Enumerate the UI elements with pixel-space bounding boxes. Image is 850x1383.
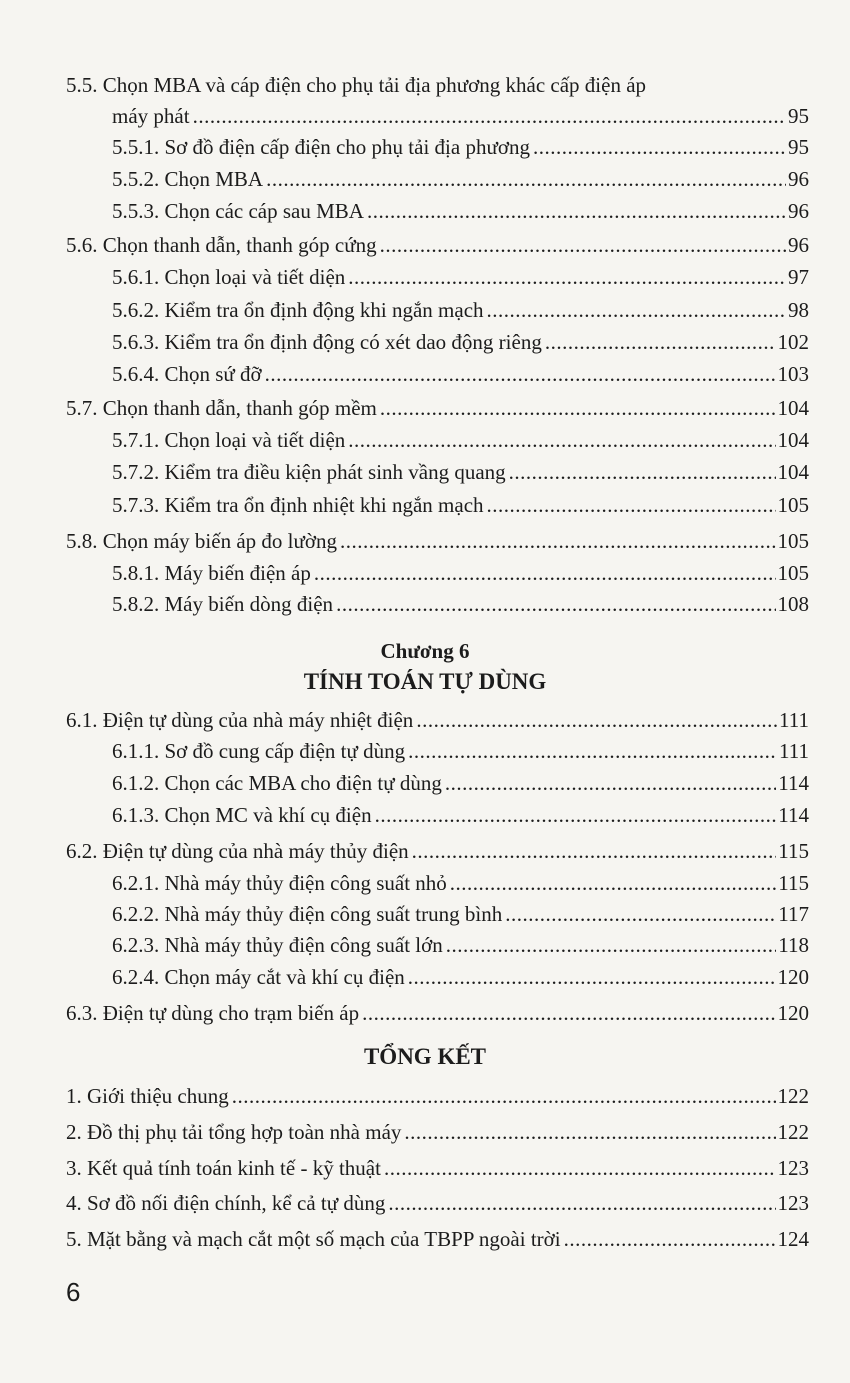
toc-leader-dots	[380, 393, 776, 423]
toc-entry-title: 6.2.3. Nhà máy thủy điện công suất lớn	[112, 933, 443, 957]
toc-page-number: 103	[777, 362, 809, 386]
toc-entry-5-5-line2	[112, 101, 809, 131]
toc-entry-6-2-2	[112, 899, 809, 929]
toc-leader-dots	[505, 899, 776, 929]
toc-page-number: 111	[779, 708, 809, 732]
toc-entry-5-5-3	[112, 196, 809, 226]
toc-page-number: 98	[788, 298, 809, 322]
toc-leader-dots	[564, 1224, 776, 1254]
toc-leader-dots	[450, 868, 776, 898]
toc-page-number: 104	[777, 396, 809, 420]
toc-entry-summary-1	[66, 1081, 809, 1111]
toc-page-number: 96	[788, 233, 809, 257]
toc-entry-title: 5.6.3. Kiểm tra ổn định động có xét dao động riêng	[112, 330, 542, 354]
toc-leader-dots	[412, 836, 777, 866]
toc-entry-5-5-line1	[66, 70, 646, 100]
toc-entry-title: 5. Mặt bằng và mạch cắt một số mạch của TBPP ngoài trời	[66, 1227, 561, 1251]
toc-page-number: 105	[777, 493, 809, 517]
toc-leader-dots	[487, 490, 776, 520]
toc-page-number: 118	[778, 933, 809, 957]
toc-page-number: 105	[777, 529, 809, 553]
toc-leader-dots	[408, 962, 776, 992]
toc-leader-dots	[265, 359, 776, 389]
toc-entry-6-1-1	[112, 736, 809, 766]
summary-title: TỔNG KẾT	[363, 1044, 487, 1069]
toc-leader-dots	[193, 101, 786, 131]
toc-leader-dots	[314, 558, 776, 588]
toc-leader-dots	[445, 768, 776, 798]
toc-page-number: 104	[777, 460, 809, 484]
toc-entry-title: 5.7.3. Kiểm tra ổn định nhiệt khi ngắn mạch	[112, 493, 484, 517]
toc-entry-title: 5.7.1. Chọn loại và tiết diện	[112, 428, 346, 452]
toc-entry-title: 5.5.2. Chọn MBA	[112, 167, 264, 191]
toc-entry-5-6-3	[112, 327, 809, 357]
toc-entry-6-1	[66, 705, 809, 735]
toc-entry-title: 6.2. Điện tự dùng của nhà máy thủy điện	[66, 839, 409, 863]
toc-leader-dots	[336, 589, 775, 619]
toc-entry-6-2-1	[112, 868, 809, 898]
chapter-title: TÍNH TOÁN TỰ DÙNG	[303, 669, 547, 694]
toc-page-number: 96	[788, 199, 809, 223]
toc-page-number: 120	[777, 1001, 809, 1025]
toc-entry-title: 6.1.1. Sơ đồ cung cấp điện tự dùng	[112, 739, 406, 763]
toc-leader-dots	[348, 262, 786, 292]
toc-entry-5-8-1	[112, 558, 809, 588]
toc-entry-title: 5.6.4. Chọn sứ đỡ	[112, 362, 262, 386]
toc-entry-5-7	[66, 393, 809, 423]
toc-page-number: 97	[788, 265, 809, 289]
toc-entry-title: 6.1. Điện tự dùng của nhà máy nhiệt điện	[66, 708, 414, 732]
toc-entry-title: 5.6.2. Kiểm tra ổn định động khi ngắn mạch	[112, 298, 484, 322]
toc-entry-summary-5	[66, 1224, 809, 1254]
toc-leader-dots	[380, 230, 786, 260]
toc-page-number: 96	[788, 167, 809, 191]
toc-page-number: 95	[788, 104, 809, 128]
toc-leader-dots	[446, 930, 777, 960]
toc-entry-6-2-4	[112, 962, 809, 992]
toc-entry-6-2	[66, 836, 809, 866]
toc-page-number: 123	[777, 1191, 809, 1215]
toc-entry-summary-4	[66, 1188, 809, 1218]
toc-entry-title: 5.7.2. Kiểm tra điều kiện phát sinh vầng quang	[112, 460, 506, 484]
toc-page-number: 95	[788, 135, 809, 159]
toc-leader-dots	[533, 132, 786, 162]
toc-page-number: 115	[778, 871, 809, 895]
toc-entry-title: 1. Giới thiệu chung	[66, 1084, 229, 1108]
toc-entry-title: 6.2.2. Nhà máy thủy điện công suất trung bình	[112, 902, 503, 926]
toc-page-number: 102	[777, 330, 809, 354]
toc-entry-6-1-3	[112, 800, 809, 830]
toc-entry-5-7-2	[112, 457, 809, 487]
toc-entry-6-2-3	[112, 930, 809, 960]
toc-entry-summary-2	[66, 1117, 809, 1147]
toc-entry-5-6-4	[112, 359, 809, 389]
toc-leader-dots	[404, 1117, 775, 1147]
toc-entry-title: 6.2.1. Nhà máy thủy điện công suất nhỏ	[112, 871, 447, 895]
toc-entry-title: 5.5.3. Chọn các cáp sau MBA	[112, 199, 364, 223]
toc-entry-5-5-1	[112, 132, 809, 162]
toc-leader-dots	[509, 457, 776, 487]
toc-leader-dots	[340, 526, 776, 556]
toc-page-number: 114	[778, 771, 809, 795]
toc-entry-title: 6.1.3. Chọn MC và khí cụ điện	[112, 803, 372, 827]
toc-leader-dots	[416, 705, 777, 735]
toc-entry-title: 6.1.2. Chọn các MBA cho điện tự dùng	[112, 771, 442, 795]
toc-leader-dots	[388, 1188, 775, 1218]
toc-page-number: 108	[777, 592, 809, 616]
toc-entry-title: 5.8. Chọn máy biến áp đo lường	[66, 529, 337, 553]
chapter-label: Chương 6	[380, 639, 470, 663]
toc-page-number: 104	[777, 428, 809, 452]
toc-entry-title: 5.7. Chọn thanh dẫn, thanh góp mềm	[66, 396, 377, 420]
toc-leader-dots	[367, 196, 786, 226]
toc-page-number: 117	[778, 902, 809, 926]
toc-page-number: 111	[779, 739, 809, 763]
toc-page-number: 115	[778, 839, 809, 863]
toc-entry-5-8-2	[112, 589, 809, 619]
toc-entry-title: 5.8.2. Máy biến dòng điện	[112, 592, 334, 616]
toc-entry-title: 5.8.1. Máy biến điện áp	[112, 561, 311, 585]
toc-entry-title: máy phát	[112, 104, 190, 128]
toc-entry-title: 5.6.1. Chọn loại và tiết diện	[112, 265, 346, 289]
page-number: 6	[66, 1277, 81, 1307]
toc-leader-dots	[375, 800, 777, 830]
toc-page-number: 122	[777, 1120, 809, 1144]
toc-entry-title: 3. Kết quả tính toán kinh tế - kỹ thuật	[66, 1156, 381, 1180]
toc-leader-dots	[545, 327, 776, 357]
toc-page-number: 123	[777, 1156, 809, 1180]
toc-leader-dots	[487, 295, 786, 325]
toc-page-number: 124	[777, 1227, 809, 1251]
toc-page-number: 120	[777, 965, 809, 989]
toc-page-number: 122	[777, 1084, 809, 1108]
toc-page-number: 114	[778, 803, 809, 827]
toc-entry-5-6-2	[112, 295, 809, 325]
toc-entry-title: 5.6. Chọn thanh dẫn, thanh góp cứng	[66, 233, 377, 257]
toc-leader-dots	[362, 998, 775, 1028]
toc-entry-title: 4. Sơ đồ nối điện chính, kể cả tự dùng	[66, 1191, 386, 1215]
toc-leader-dots	[408, 736, 777, 766]
toc-leader-dots	[266, 164, 786, 194]
toc-entry-5-7-3	[112, 490, 809, 520]
toc-entry-5-8	[66, 526, 809, 556]
toc-entry-5-6	[66, 230, 809, 260]
toc-entry-6-1-2	[112, 768, 809, 798]
toc-entry-6-3	[66, 998, 809, 1028]
toc-entry-5-5-2	[112, 164, 809, 194]
toc-entry-5-7-1	[112, 425, 809, 455]
toc-leader-dots	[348, 425, 775, 455]
toc-entry-title: 5.5. Chọn MBA và cáp điện cho phụ tải địa phương khác cấp điện áp	[66, 73, 647, 97]
toc-entry-summary-3	[66, 1153, 809, 1183]
toc-entry-5-6-1	[112, 262, 809, 292]
toc-entry-title: 6.3. Điện tự dùng cho trạm biến áp	[66, 1001, 360, 1025]
toc-entry-title: 5.5.1. Sơ đồ điện cấp điện cho phụ tải địa phương	[112, 135, 530, 159]
toc-page-number: 105	[777, 561, 809, 585]
toc-leader-dots	[232, 1081, 776, 1111]
toc-entry-title: 6.2.4. Chọn máy cắt và khí cụ điện	[112, 965, 405, 989]
toc-leader-dots	[384, 1153, 776, 1183]
toc-entry-title: 2. Đồ thị phụ tải tổng hợp toàn nhà máy	[66, 1120, 402, 1144]
